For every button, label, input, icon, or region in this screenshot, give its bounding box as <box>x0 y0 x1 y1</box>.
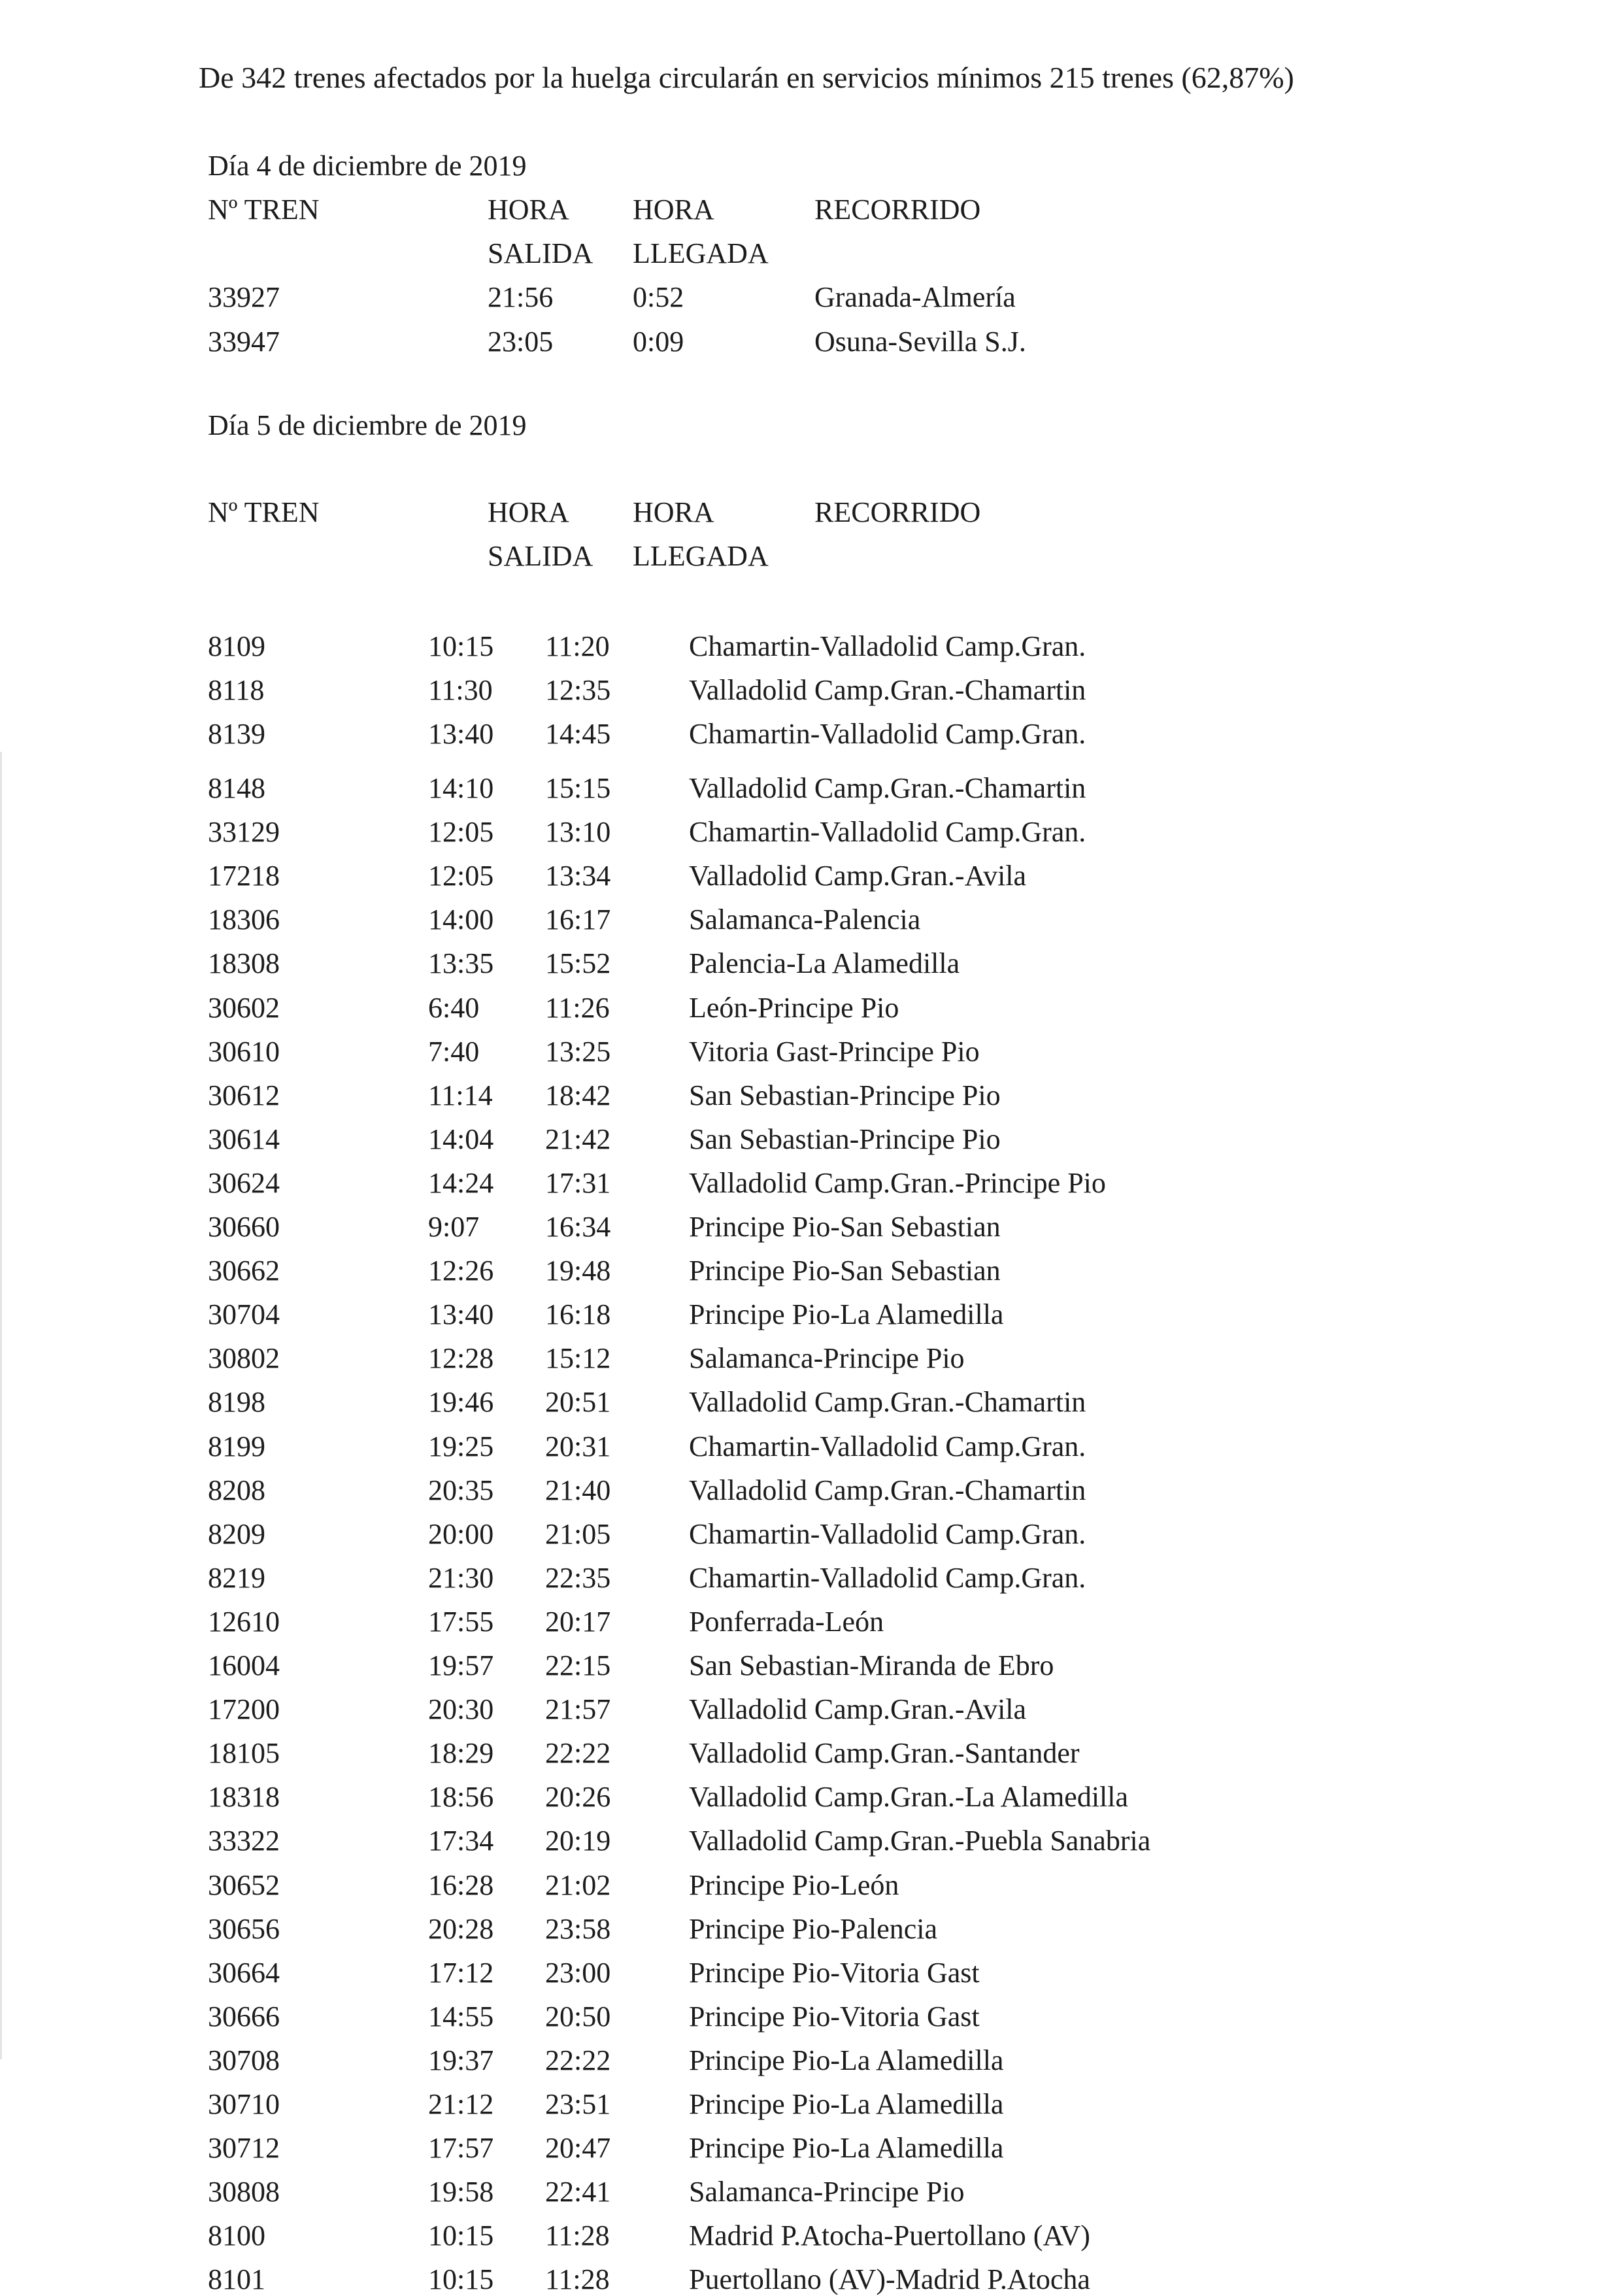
day5-row-tren: 8101 <box>208 2263 265 2296</box>
day5-row-tren: 30712 <box>208 2132 280 2165</box>
day5-row-recorrido: San Sebastian-Principe Pio <box>689 1123 1001 1155</box>
day5-row-salida: 11:14 <box>428 1079 493 1111</box>
day5-row-salida: 21:12 <box>428 2088 494 2120</box>
day5-row-recorrido: Chamartin-Valladolid Camp.Gran. <box>689 816 1086 849</box>
day5-row-llegada: 23:00 <box>545 1956 611 1989</box>
day5-row-recorrido: Principe Pio-San Sebastian <box>689 1255 1001 1287</box>
day5-row-recorrido: Valladolid Camp.Gran.-Santander <box>689 1737 1080 1770</box>
day5-row-llegada: 23:58 <box>545 1912 611 1945</box>
day5-row-llegada: 21:05 <box>545 1517 611 1550</box>
day5-row-tren: 30662 <box>208 1255 280 1287</box>
day5-row-tren: 30704 <box>208 1298 280 1331</box>
day5-row-recorrido: Valladolid Camp.Gran.-La Alamedilla <box>689 1781 1129 1814</box>
day5-row-recorrido: Salamanca-Palencia <box>689 903 921 936</box>
day5-row-llegada: 22:41 <box>545 2176 611 2208</box>
day5-row-llegada: 21:42 <box>545 1123 611 1155</box>
day5-row-tren: 8199 <box>208 1430 265 1462</box>
day5-row-llegada: 21:57 <box>545 1693 611 1726</box>
day5-row-llegada: 23:51 <box>545 2088 611 2120</box>
day5-row-salida: 13:35 <box>428 947 494 980</box>
day5-row-llegada: 21:02 <box>545 1868 611 1901</box>
day5-row-salida: 19:25 <box>428 1430 494 1462</box>
day5-header-llegada: LLEGADA <box>633 540 769 572</box>
day5-row-llegada: 14:45 <box>545 718 611 750</box>
day5-row-llegada: 21:40 <box>545 1474 611 1506</box>
day4-row-tren: 33927 <box>208 281 280 313</box>
day5-row-tren: 30612 <box>208 1079 280 1111</box>
day5-row-llegada: 18:42 <box>545 1079 611 1111</box>
day5-header-salida: SALIDA <box>488 540 593 572</box>
day5-header-tren: Nº TREN <box>208 496 320 528</box>
day5-row-recorrido: Ponferrada-León <box>689 1605 884 1638</box>
day5-row-llegada: 19:48 <box>545 1255 611 1287</box>
day5-row-llegada: 16:34 <box>545 1211 611 1243</box>
day5-row-tren: 30802 <box>208 1342 280 1375</box>
day5-row-tren: 30660 <box>208 1211 280 1243</box>
day5-row-llegada: 13:25 <box>545 1035 611 1068</box>
day5-row-tren: 8118 <box>208 674 265 706</box>
day5-row-recorrido: Chamartin-Valladolid Camp.Gran. <box>689 1517 1086 1550</box>
day5-row-salida: 12:26 <box>428 1255 494 1287</box>
day5-row-recorrido: Vitoria Gast-Principe Pio <box>689 1035 980 1068</box>
day5-row-tren: 12610 <box>208 1605 280 1638</box>
day5-row-salida: 20:30 <box>428 1693 494 1726</box>
day4-row-salida: 23:05 <box>488 326 554 358</box>
day5-row-recorrido: Valladolid Camp.Gran.-Avila <box>689 1693 1027 1726</box>
day5-row-recorrido: Valladolid Camp.Gran.-Puebla Sanabria <box>689 1825 1151 1857</box>
day5-row-llegada: 15:12 <box>545 1342 611 1375</box>
day5-row-llegada: 20:31 <box>545 1430 611 1462</box>
day5-row-tren: 30666 <box>208 2000 280 2033</box>
day5-row-recorrido: San Sebastian-Miranda de Ebro <box>689 1649 1054 1681</box>
day4-title: Día 4 de diciembre de 2019 <box>208 150 527 182</box>
day5-row-salida: 19:57 <box>428 1649 494 1681</box>
day5-row-recorrido: Chamartin-Valladolid Camp.Gran. <box>689 630 1086 662</box>
day5-row-llegada: 22:35 <box>545 1561 611 1594</box>
day5-row-llegada: 22:15 <box>545 1649 611 1681</box>
day5-row-llegada: 15:15 <box>545 772 611 804</box>
day5-row-salida: 11:30 <box>428 674 493 706</box>
day5-row-llegada: 11:26 <box>545 991 610 1024</box>
day5-row-salida: 17:34 <box>428 1825 494 1857</box>
day4-row-recorrido: Osuna-Sevilla S.J. <box>814 326 1026 358</box>
day5-row-recorrido: Principe Pio-Palencia <box>689 1912 938 1945</box>
day5-row-salida: 21:30 <box>428 1561 494 1594</box>
day5-header-hora-llegada: HORA <box>633 496 714 528</box>
day4-header-recorrido: RECORRIDO <box>814 194 981 226</box>
day5-row-tren: 30664 <box>208 1956 280 1989</box>
day5-row-salida: 7:40 <box>428 1035 480 1068</box>
day5-row-llegada: 20:17 <box>545 1605 611 1638</box>
day4-row-recorrido: Granada-Almería <box>814 281 1016 313</box>
day5-row-tren: 30652 <box>208 1868 280 1901</box>
day5-row-salida: 12:05 <box>428 816 494 849</box>
day4-row-llegada: 0:09 <box>633 326 684 358</box>
day5-row-recorrido: Palencia-La Alamedilla <box>689 947 960 980</box>
day5-row-recorrido: Principe Pio-La Alamedilla <box>689 2044 1004 2076</box>
day5-row-salida: 13:40 <box>428 718 494 750</box>
day5-row-llegada: 13:10 <box>545 816 611 849</box>
day4-header-llegada: LLEGADA <box>633 237 769 269</box>
day5-row-tren: 30602 <box>208 991 280 1024</box>
day5-row-tren: 8219 <box>208 1561 265 1594</box>
day5-row-salida: 14:04 <box>428 1123 494 1155</box>
day5-row-llegada: 11:28 <box>545 2263 610 2296</box>
day5-row-salida: 17:12 <box>428 1956 494 1989</box>
day5-row-salida: 20:00 <box>428 1517 494 1550</box>
day5-row-tren: 30710 <box>208 2088 280 2120</box>
day5-row-tren: 30808 <box>208 2176 280 2208</box>
day5-row-salida: 19:37 <box>428 2044 494 2076</box>
day5-row-recorrido: Principe Pio-La Alamedilla <box>689 1298 1004 1331</box>
day5-row-recorrido: Puertollano (AV)-Madrid P.Atocha <box>689 2263 1090 2296</box>
day5-row-recorrido: Valladolid Camp.Gran.-Avila <box>689 860 1027 892</box>
day5-row-salida: 14:10 <box>428 772 494 804</box>
day5-row-tren: 8209 <box>208 1517 265 1550</box>
day5-row-recorrido: Principe Pio-San Sebastian <box>689 1211 1001 1243</box>
day5-row-recorrido: Valladolid Camp.Gran.-Chamartin <box>689 772 1086 804</box>
day5-row-salida: 20:28 <box>428 1912 494 1945</box>
day5-row-salida: 14:24 <box>428 1166 494 1199</box>
day5-row-llegada: 11:28 <box>545 2220 610 2252</box>
day5-row-salida: 6:40 <box>428 991 480 1024</box>
day5-row-salida: 17:57 <box>428 2132 494 2165</box>
day5-row-recorrido: Valladolid Camp.Gran.-Chamartin <box>689 674 1086 706</box>
day5-row-salida: 14:00 <box>428 903 494 936</box>
day5-row-tren: 33322 <box>208 1825 280 1857</box>
day4-row-llegada: 0:52 <box>633 281 684 313</box>
day5-row-llegada: 17:31 <box>545 1166 611 1199</box>
day5-row-salida: 16:28 <box>428 1868 494 1901</box>
day5-row-salida: 10:15 <box>428 630 494 662</box>
day5-row-tren: 8198 <box>208 1386 265 1419</box>
day5-row-tren: 30610 <box>208 1035 280 1068</box>
day5-row-salida: 10:15 <box>428 2220 494 2252</box>
day5-row-llegada: 20:50 <box>545 2000 611 2033</box>
day5-row-recorrido: Principe Pio-Vitoria Gast <box>689 2000 980 2033</box>
day5-row-recorrido: León-Principe Pio <box>689 991 899 1024</box>
day5-row-tren: 8148 <box>208 772 265 804</box>
scan-margin-line <box>0 752 2 2059</box>
day5-row-recorrido: Principe Pio-La Alamedilla <box>689 2088 1004 2120</box>
day5-row-tren: 30624 <box>208 1166 280 1199</box>
day5-row-salida: 18:29 <box>428 1737 494 1770</box>
day5-title: Día 5 de diciembre de 2019 <box>208 409 527 441</box>
day5-row-tren: 33129 <box>208 816 280 849</box>
day5-row-tren: 8100 <box>208 2220 265 2252</box>
day5-row-tren: 16004 <box>208 1649 280 1681</box>
day5-row-llegada: 20:47 <box>545 2132 611 2165</box>
day5-row-llegada: 20:51 <box>545 1386 611 1419</box>
day5-row-tren: 30708 <box>208 2044 280 2076</box>
day4-row-tren: 33947 <box>208 326 280 358</box>
day5-row-recorrido: Valladolid Camp.Gran.-Principe Pio <box>689 1166 1106 1199</box>
day5-row-tren: 8109 <box>208 630 265 662</box>
day5-row-recorrido: Principe Pio-León <box>689 1868 899 1901</box>
day5-row-llegada: 12:35 <box>545 674 611 706</box>
day5-row-llegada: 20:19 <box>545 1825 611 1857</box>
day5-row-tren: 18318 <box>208 1781 280 1814</box>
day5-row-tren: 30656 <box>208 1912 280 1945</box>
day4-row-salida: 21:56 <box>488 281 554 313</box>
day5-row-recorrido: Valladolid Camp.Gran.-Chamartin <box>689 1474 1086 1506</box>
day5-row-llegada: 15:52 <box>545 947 611 980</box>
day5-row-recorrido: Madrid P.Atocha-Puertollano (AV) <box>689 2220 1090 2252</box>
day5-row-salida: 14:55 <box>428 2000 494 2033</box>
day5-row-tren: 8208 <box>208 1474 265 1506</box>
day4-header-hora-llegada: HORA <box>633 194 714 226</box>
day5-row-llegada: 13:34 <box>545 860 611 892</box>
day5-row-recorrido: Chamartin-Valladolid Camp.Gran. <box>689 1430 1086 1462</box>
day5-row-salida: 17:55 <box>428 1605 494 1638</box>
day5-row-salida: 12:05 <box>428 860 494 892</box>
headline: De 342 trenes afectados por la huelga circularán en servicios mínimos 215 trenes (62,87%) <box>199 61 1294 94</box>
day5-row-salida: 10:15 <box>428 2263 494 2296</box>
day5-row-salida: 9:07 <box>428 1211 480 1243</box>
day5-row-recorrido: Principe Pio-Vitoria Gast <box>689 1956 980 1989</box>
day5-row-recorrido: Chamartin-Valladolid Camp.Gran. <box>689 1561 1086 1594</box>
day5-row-llegada: 20:26 <box>545 1781 611 1814</box>
day5-row-tren: 30614 <box>208 1123 280 1155</box>
day5-row-llegada: 16:17 <box>545 903 611 936</box>
day5-row-salida: 19:58 <box>428 2176 494 2208</box>
day4-header-salida: SALIDA <box>488 237 593 269</box>
day5-row-recorrido: Principe Pio-La Alamedilla <box>689 2132 1004 2165</box>
day5-row-salida: 19:46 <box>428 1386 494 1419</box>
day5-row-tren: 18306 <box>208 903 280 936</box>
day5-row-tren: 17200 <box>208 1693 280 1726</box>
day5-row-recorrido: Chamartin-Valladolid Camp.Gran. <box>689 718 1086 750</box>
day5-row-recorrido: San Sebastian-Principe Pio <box>689 1079 1001 1111</box>
day5-row-tren: 17218 <box>208 860 280 892</box>
day5-row-llegada: 22:22 <box>545 1737 611 1770</box>
day5-row-recorrido: Valladolid Camp.Gran.-Chamartin <box>689 1386 1086 1419</box>
day4-header-tren: Nº TREN <box>208 194 320 226</box>
day5-row-llegada: 11:20 <box>545 630 610 662</box>
day5-row-salida: 12:28 <box>428 1342 494 1375</box>
day5-row-tren: 8139 <box>208 718 265 750</box>
day5-row-salida: 18:56 <box>428 1781 494 1814</box>
day5-row-salida: 20:35 <box>428 1474 494 1506</box>
day5-row-tren: 18105 <box>208 1737 280 1770</box>
day5-row-llegada: 16:18 <box>545 1298 611 1331</box>
day5-row-recorrido: Salamanca-Principe Pio <box>689 2176 965 2208</box>
day5-header-hora-salida: HORA <box>488 496 569 528</box>
day5-row-salida: 13:40 <box>428 1298 494 1331</box>
day5-row-llegada: 22:22 <box>545 2044 611 2076</box>
day4-header-hora-salida: HORA <box>488 194 569 226</box>
day5-header-recorrido: RECORRIDO <box>814 496 981 528</box>
day5-row-recorrido: Salamanca-Principe Pio <box>689 1342 965 1375</box>
day5-row-tren: 18308 <box>208 947 280 980</box>
